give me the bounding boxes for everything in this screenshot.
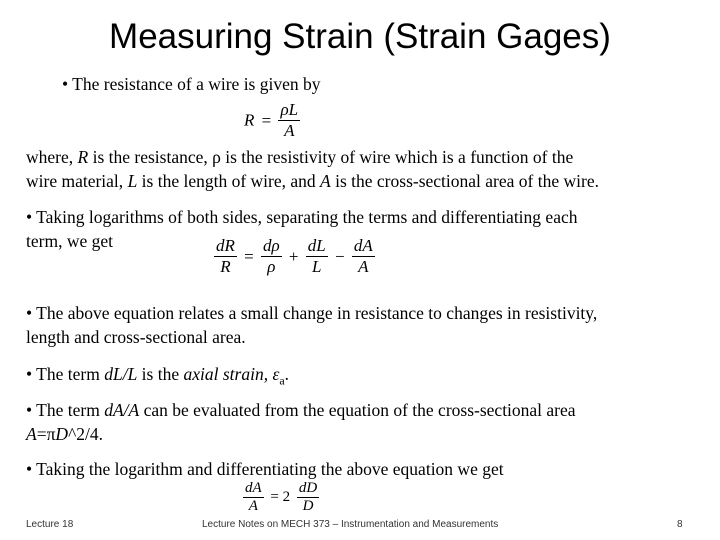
eq1-fraction (278, 100, 300, 141)
eq2-term-dA: $\frac{dA}{A}$ (353, 236, 373, 276)
equation-resistance (244, 100, 300, 141)
paragraph-area-line2: A=πD^2/4. (26, 424, 104, 444)
paragraph-log-area: • Taking the logarithm and differentiating the above equation we get (26, 459, 504, 479)
footer-page-number: 8 (677, 519, 683, 530)
paragraph-logarithms-line2: term, we get (26, 231, 113, 251)
eq1-lhs: R (244, 110, 255, 130)
eq1-denominator: A (284, 121, 295, 140)
eq3-equals-2: = 2 (270, 489, 291, 505)
equation-area-differential (243, 480, 319, 515)
equation-differential-resistance (214, 236, 375, 277)
eq3-term-dA: $\frac{dA}{A}$ (245, 480, 262, 514)
eq2-term-drho: $\frac{d\rho}{\rho}$ (262, 236, 280, 276)
paragraph-resistance-intro: • The resistance of a wire is given by (62, 74, 321, 94)
footer-lecture-number: Lecture 18 (26, 519, 74, 530)
eq2-equals: = (244, 246, 254, 266)
paragraph-logarithms-line1: • Taking logarithms of both sides, separating the terms and differentiating each (26, 207, 578, 227)
eq2-minus: − (334, 246, 345, 266)
slide-title: Measuring Strain (Strain Gages) (109, 17, 611, 56)
paragraph-area-line1: • The term dA/A can be evaluated from the equation of the cross-sectional area (26, 400, 576, 420)
eq2-plus: + (288, 246, 299, 266)
footer-course-title: Lecture Notes on MECH 373 – Instrumentation and Measurements (202, 519, 499, 530)
eq2-term-dL: $\frac{dL}{L}$ (307, 236, 326, 276)
eq3-term-dD: $\frac{dD}{D}$ (298, 480, 318, 514)
eq1-numerator: ρL (280, 100, 299, 119)
eq1-equals: = (261, 110, 272, 130)
paragraph-axial-strain: • The term dL/L is the axial strain, $\varepsilon_a$. (26, 364, 290, 388)
eq2-term-dR: $\frac{dR}{R}$ (216, 236, 235, 276)
paragraph-relation-line1: • The above equation relates a small change in resistance to changes in resistivity, (26, 303, 598, 323)
paragraph-where-line1: where, R is the resistance, ρ is the resistivity of wire which is a function of the (26, 147, 574, 167)
paragraph-relation-line2: length and cross-sectional area. (26, 327, 246, 347)
paragraph-where-line2: wire material, L is the length of wire, and A is the cross-sectional area of the wire. (26, 171, 599, 191)
